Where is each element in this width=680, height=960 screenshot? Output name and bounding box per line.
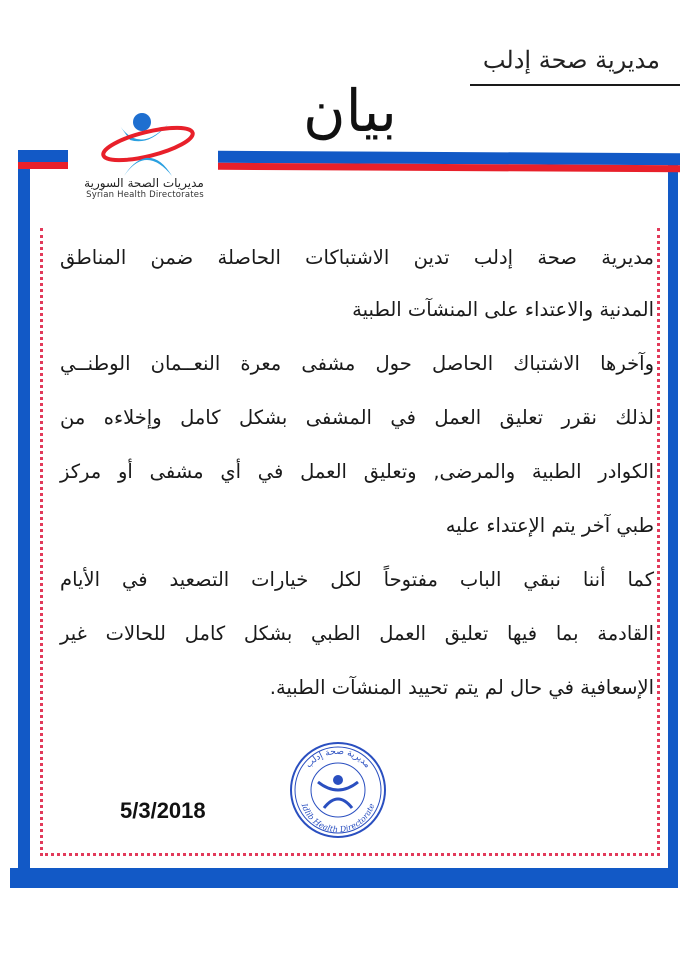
statement-date: 5/3/2018 bbox=[120, 798, 206, 823]
top-bar-right-red bbox=[218, 163, 680, 172]
logo-text-arabic: مديريات الصحة السورية bbox=[84, 176, 204, 190]
stamp-text-arabic: مديرية صحة إدلب bbox=[303, 746, 373, 771]
header-divider bbox=[470, 84, 680, 86]
document-title: بيان bbox=[303, 77, 397, 145]
organization-header: مديرية صحة إدلب bbox=[482, 46, 660, 74]
logo-text-english: Syrian Health Directorates bbox=[86, 190, 204, 200]
stamp-text-english: Idlib Health Directorate bbox=[299, 802, 377, 835]
top-bar-left-red bbox=[18, 162, 68, 169]
frame-bottom-border bbox=[10, 868, 678, 888]
frame-left-border bbox=[18, 150, 30, 872]
frame-right-border bbox=[668, 160, 678, 872]
official-stamp-icon bbox=[288, 740, 388, 840]
top-bar-left-blue bbox=[18, 150, 68, 162]
